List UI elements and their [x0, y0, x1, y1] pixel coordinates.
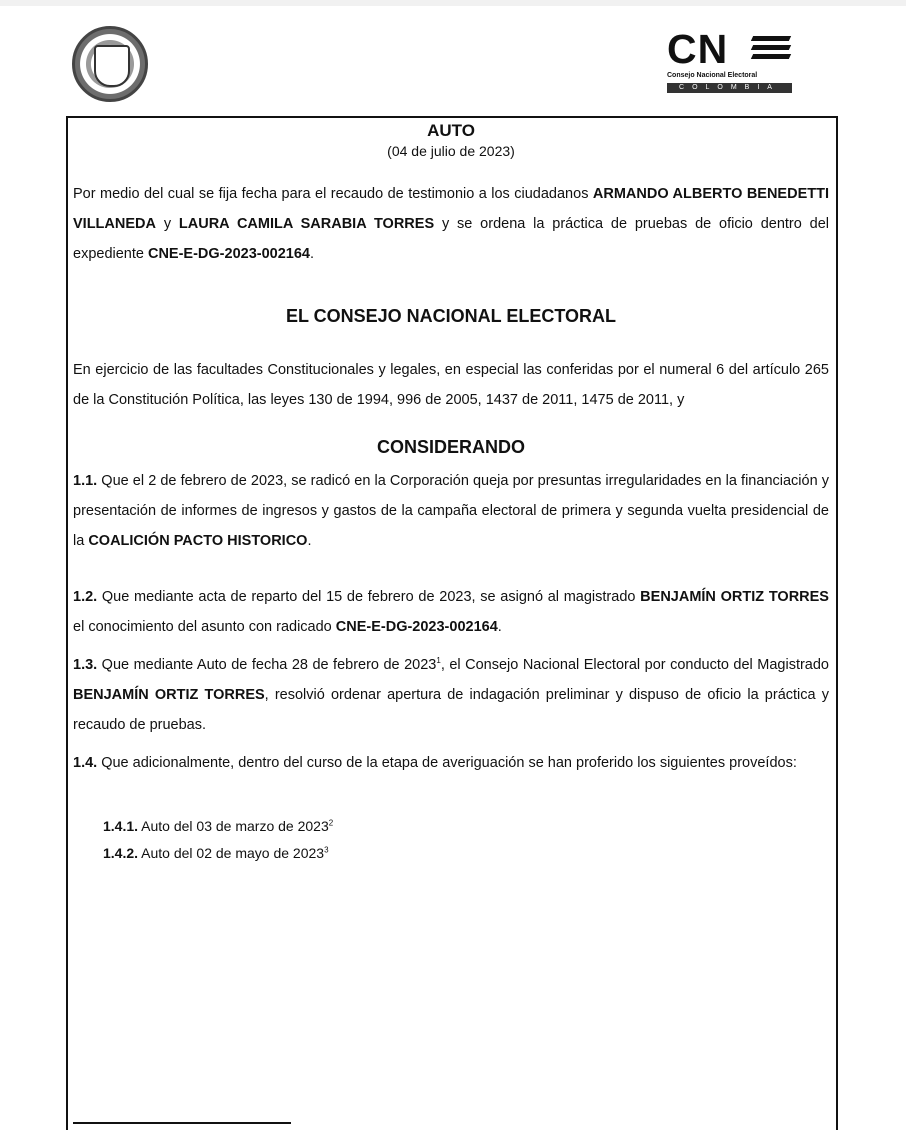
- footnote-ref-2: 2: [328, 818, 334, 828]
- paragraph-1-2: [73, 582, 829, 642]
- paragraph-1-4: [73, 748, 829, 778]
- list-item-number: 1.4.1.: [103, 818, 139, 834]
- intro-text-2: y: [155, 216, 179, 232]
- intro-paragraph: [73, 179, 829, 269]
- intro-name-2: LAURA CAMILA SARABIA TORRES: [178, 216, 435, 232]
- document-body: [73, 118, 829, 863]
- intro-text-1: Por medio del cual se fija fecha para el recaudo de testimonio a los ciudadanos: [73, 186, 593, 202]
- cne-logo-mark: CN: [667, 26, 729, 72]
- paragraph-bold-name: BENJAMÍN ORTIZ TORRES: [73, 687, 265, 703]
- footnote-ref-1: 1: [436, 656, 441, 666]
- cne-logo-stripes-icon: [752, 36, 790, 69]
- paragraph-text: Que adicionalmente, dentro del curso de la etapa de averiguación se han proferido los siguientes proveídos:: [97, 755, 797, 771]
- document-date: (04 de julio de 2023): [387, 143, 515, 159]
- list-item-text: Auto del 03 de marzo de 2023: [138, 818, 329, 834]
- list-item-number: 1.4.2.: [103, 845, 139, 861]
- paragraph-1-3: [73, 650, 829, 740]
- list-item-1-4-1: [103, 816, 829, 836]
- cne-logo: [667, 26, 794, 99]
- viewer-top-bar: [0, 0, 906, 6]
- cne-logo-name: Consejo Nacional Electoral: [667, 72, 758, 79]
- paragraph-text-end: , resolvió ordenar apertura de indagación preliminar y dispuso de oficio la práctica y recaudo de pruebas.: [73, 687, 829, 733]
- paragraph-number: 1.2.: [73, 589, 98, 605]
- considerando-heading: CONSIDERANDO: [376, 437, 525, 457]
- seal-shield-icon: [94, 45, 130, 87]
- paragraph-number: 1.1.: [73, 473, 98, 489]
- paragraph-number: 1.4.: [73, 755, 98, 771]
- paragraph-number: 1.3.: [73, 657, 98, 673]
- intro-text-3: y se ordena la práctica de pruebas de oficio dentro del expediente: [73, 216, 829, 262]
- list-item-text: Auto del 02 de mayo de 2023: [138, 845, 325, 861]
- intro-case-number: CNE-E-DG-2023-002164: [147, 246, 310, 262]
- intro-name-1: ARMANDO ALBERTO BENEDETTI VILLANEDA: [73, 186, 829, 232]
- council-heading: EL CONSEJO NACIONAL ELECTORAL: [285, 306, 617, 326]
- paragraph-text-2: el conocimiento del asunto con radicado: [73, 619, 336, 635]
- coat-of-arms-seal-icon: [72, 26, 148, 102]
- paragraph-text: Que el 2 de febrero de 2023, se radicó en la Corporación queja por presuntas irregularidades en la financiación y presentación de informes de ingresos y gastos de la campaña electoral de primera y segunda vuelta presidencial de la: [73, 473, 829, 549]
- list-item-1-4-2: [103, 843, 829, 863]
- paragraph-case-number: CNE-E-DG-2023-002164: [335, 619, 498, 635]
- paragraph-text: Que mediante Auto de fecha 28 de febrero de 2023: [97, 657, 437, 673]
- footnote-separator: [73, 1122, 291, 1124]
- footnote-ref-3: 3: [324, 845, 329, 855]
- powers-paragraph: En ejercicio de las facultades Constitucionales y legales, en especial las conferidas por el numeral 6 del artículo 265 de la Constitución Política, las leyes 130 de 1994, 996 de 2005, 1437 de 2011, 1475 de 2011, y: [73, 362, 829, 408]
- paragraph-bold-name: BENJAMÍN ORTIZ TORRES: [640, 589, 829, 605]
- intro-text-4: .: [309, 246, 315, 262]
- paragraph-bold-name: COALICIÓN PACTO HISTORICO: [88, 533, 308, 549]
- paragraph-text: Que mediante acta de reparto del 15 de febrero de 2023, se asignó al magistrado: [97, 589, 641, 605]
- paragraph-text-end: .: [307, 533, 312, 549]
- paragraph-text-end: .: [497, 619, 502, 635]
- paragraph-text-2: , el Consejo Nacional Electoral por conducto del Magistrado: [440, 657, 829, 673]
- paragraph-1-1: [73, 466, 829, 556]
- document-title: AUTO: [427, 121, 475, 140]
- cne-logo-country: COLOMBIA: [667, 83, 792, 93]
